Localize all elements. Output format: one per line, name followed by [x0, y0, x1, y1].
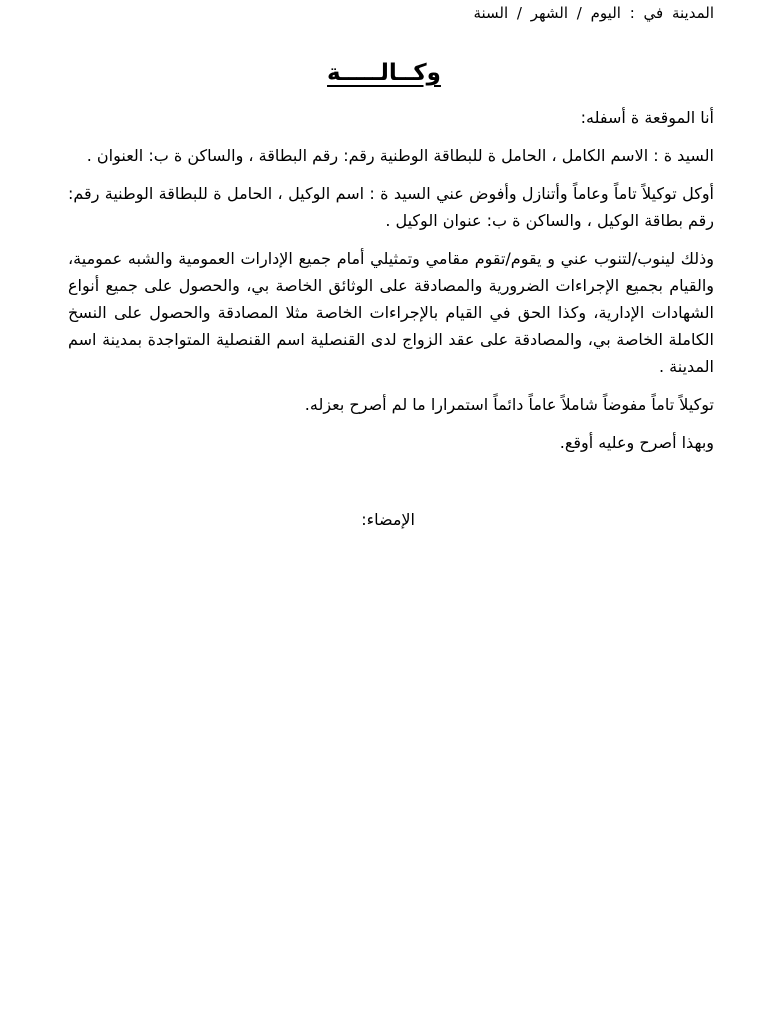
scope-paragraph: توكيلاً تاماً مفوضاً شاملاً عاماً دائماً استمرارا ما لم أصرح بعزله.: [304, 395, 714, 414]
document-title: وكــالـــــة: [327, 60, 441, 86]
date-line: المدينة في : اليوم / الشهر / السنة: [473, 4, 714, 22]
agent-paragraph: أوكل توكيلاً تاماً وعاماً وأتنازل وأفوض عني السيد ة : اسم الوكيل ، الحامل ة للبطاقة الوطنية رقم: رقم بطاقة الوكيل ، والساكن ة ب: عنوان الوكيل .: [68, 184, 714, 230]
principal-paragraph: السيد ة : الاسم الكامل ، الحامل ة للبطاقة الوطنية رقم: رقم البطاقة ، والساكن ة ب: العنوان .: [86, 146, 714, 165]
signature-label: الإمضاء:: [361, 510, 415, 529]
powers-paragraph: وذلك لينوب/لتنوب عني و يقوم/تقوم مقامي وتمثيلي أمام جميع الإدارات العمومية والشبه عمومية، والقيام بجميع الإجراءات الضرورية والمصادقة على الوثائق الخاصة بي، والحصول على جميع أنواع الشهادات الإدارية، وكذا الحق في القيام بالإجراءات الخاصة مثلا المصادقة والحصول على النسخ الكاملة الخاصة بي، والمصادقة على عقد الزواج لدى القنصلية اسم القنصلية المتواجدة بمدينة اسم المدينة .: [68, 249, 714, 376]
declaration-paragraph: وبهذا أصرح وعليه أوقع.: [559, 433, 714, 452]
intro-paragraph: أنا الموقعة ة أسفله:: [580, 108, 714, 127]
document-body: [68, 104, 714, 467]
document-title-container: [0, 58, 768, 88]
